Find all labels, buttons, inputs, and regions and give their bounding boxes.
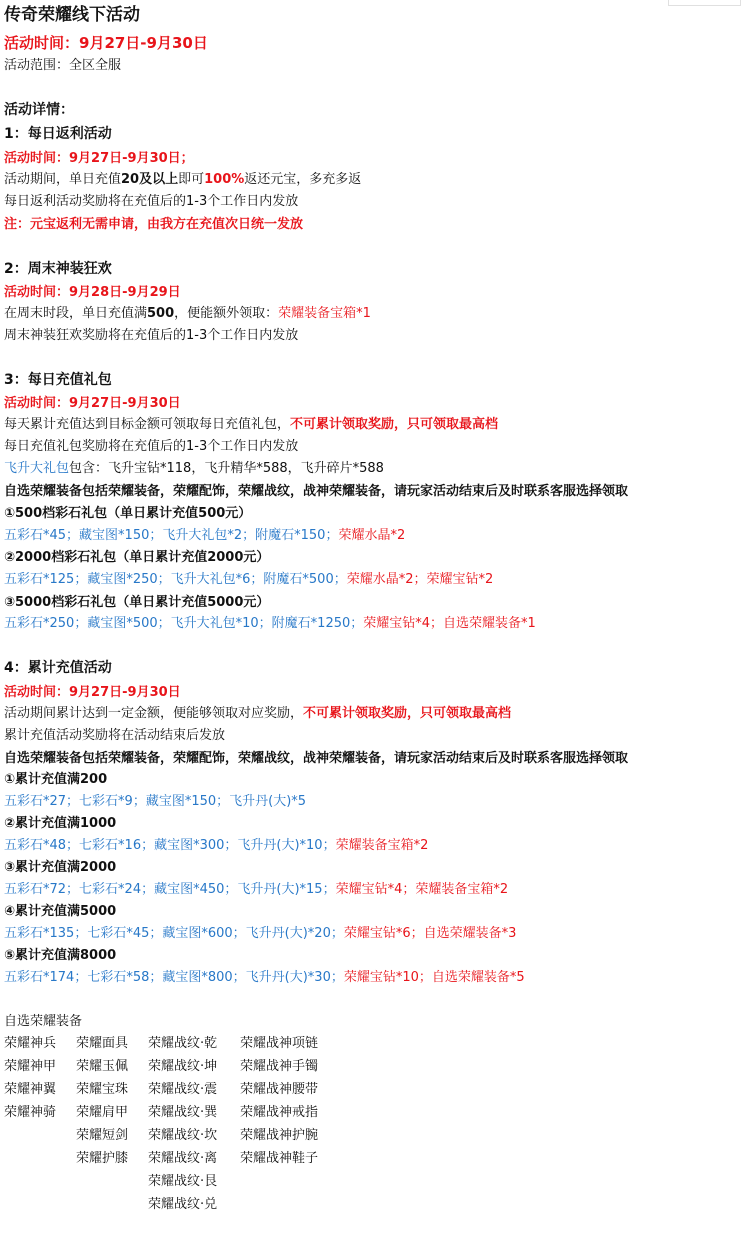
equipment-column-1 <box>4 1035 56 1127</box>
equipment-item: 荣耀神骑 <box>4 1105 57 1120</box>
equipment-item: 荣耀玉佩 <box>76 1059 129 1074</box>
section1-desc-e: 返还元宝，多充多返 <box>244 172 362 187</box>
section4-time: 活动时间：9月27日-9月30日 <box>4 685 181 700</box>
section3-tier3-label: ③5000档彩石礼包（单日累计充值5000元） <box>4 595 270 610</box>
details-heading: 活动详情： <box>4 102 74 118</box>
section4-tier4-rewards <box>4 925 516 943</box>
equipment-item: 荣耀护膝 <box>76 1151 129 1166</box>
section3-desc-b: 不可累计领取奖励，只可领取最高档 <box>290 417 499 432</box>
equipment-item: 荣耀战纹·兑 <box>148 1197 218 1212</box>
section4-tier3-rewards <box>4 881 508 899</box>
section3-heading: 3：每日充值礼包 <box>4 372 112 388</box>
equipment-item: 荣耀神兵 <box>4 1036 57 1051</box>
section1-desc-a: 活动期间，单日充值 <box>4 172 122 187</box>
section1-payout: 每日返利活动奖励将在充值后的1-3个工作日内发放 <box>4 194 299 209</box>
section4-tier5-rewards <box>4 969 525 987</box>
big-pack-contents: 包含：飞升宝钻*118，飞升精华*588，飞升碎片*588 <box>69 461 384 476</box>
section3-tier3-rewards <box>4 615 536 633</box>
tier-rewards-blue: 五彩石*135；七彩石*45；藏宝图*600；飞升丹(大)*20； <box>4 926 344 941</box>
page-title: 传奇荣耀线下活动 <box>4 5 140 25</box>
section4-tier2-rewards <box>4 837 428 855</box>
equipment-item: 荣耀短剑 <box>76 1128 129 1143</box>
section1-note: 注：元宝返利无需申请，由我方在充值次日统一发放 <box>4 217 304 232</box>
equipment-item: 荣耀战神手镯 <box>240 1059 319 1074</box>
section1-time: 活动时间：9月27日-9月30日； <box>4 151 194 166</box>
equipment-column-4 <box>240 1035 318 1173</box>
equipment-item: 荣耀战纹·巽 <box>148 1105 218 1120</box>
tier-rewards-red: 荣耀宝钻*10；自选荣耀装备*5 <box>343 970 525 985</box>
section4-tier4-label: ④累计充值满5000 <box>4 904 117 919</box>
section1-heading: 1：每日返利活动 <box>4 126 112 142</box>
equipment-item: 荣耀战神腰带 <box>240 1082 319 1097</box>
section2-desc <box>4 305 371 323</box>
equipment-item: 荣耀面具 <box>76 1036 129 1051</box>
section3-tier2-rewards <box>4 571 493 589</box>
section3-equip-note: 自选荣耀装备包括荣耀装备，荣耀配饰，荣耀战纹，战神荣耀装备，请玩家活动结束后及时联系客服选择领取 <box>4 484 629 499</box>
section4-tier2-label: ②累计充值满1000 <box>4 816 117 831</box>
section4-desc-a: 活动期间累计达到一定金额，便能够领取对应奖励， <box>4 706 304 721</box>
equipment-item: 荣耀战纹·震 <box>148 1082 218 1097</box>
section4-tier3-label: ③累计充值满2000 <box>4 860 117 875</box>
section2-desc-d: 荣耀装备宝箱*1 <box>278 306 371 321</box>
section4-heading: 4：累计充值活动 <box>4 660 112 676</box>
big-pack-name: 飞升大礼包 <box>4 461 70 476</box>
equipment-item: 荣耀战纹·离 <box>148 1151 218 1166</box>
equipment-item: 荣耀战神项链 <box>240 1036 319 1051</box>
section3-tier1-label: ①500档彩石礼包（单日累计充值500元） <box>4 506 252 521</box>
event-scope: 活动范围：全区全服 <box>4 58 122 73</box>
tier-rewards-red: 荣耀水晶*2 <box>338 528 406 543</box>
equipment-item: 荣耀战神鞋子 <box>240 1151 319 1166</box>
section3-big-pack <box>4 460 384 478</box>
equipment-item: 荣耀战纹·坤 <box>148 1059 218 1074</box>
section3-payout: 每日充值礼包奖励将在充值后的1-3个工作日内发放 <box>4 439 299 454</box>
equipment-heading: 自选荣耀装备 <box>4 1014 83 1029</box>
equipment-list <box>4 1013 344 1212</box>
section2-time: 活动时间：9月28日-9月29日 <box>4 285 181 300</box>
section4-desc-b: 不可累计领取奖励，只可领取最高档 <box>303 706 512 721</box>
tier-rewards-red: 荣耀宝钻*4；自选荣耀装备*1 <box>363 616 536 631</box>
section3-tier2-label: ②2000档彩石礼包（单日累计充值2000元） <box>4 550 270 565</box>
tier-rewards-red: 荣耀宝钻*6；自选荣耀装备*3 <box>343 926 517 941</box>
top-right-frame <box>668 0 741 6</box>
section4-tier5-label: ⑤累计充值满8000 <box>4 948 117 963</box>
section2-desc-c: ，便能额外领取： <box>174 306 279 321</box>
tier-rewards-red: 荣耀宝钻*4；荣耀装备宝箱*2 <box>335 882 509 897</box>
section3-desc-a: 每天累计充值达到目标金额可领取每日充值礼包， <box>4 417 291 432</box>
tier-rewards-red: 荣耀装备宝箱*2 <box>335 838 429 853</box>
tier-rewards-blue: 五彩石*48；七彩石*16；藏宝图*300；飞升丹(大)*10； <box>4 838 336 853</box>
section3-desc <box>4 416 498 434</box>
tier-rewards-blue: 五彩石*250；藏宝图*500；飞升大礼包*10；附魔石*1250； <box>4 616 364 631</box>
section1-desc-b: 20及以上 <box>121 172 179 187</box>
section3-time: 活动时间：9月27日-9月30日 <box>4 396 181 411</box>
section3-tier1-rewards <box>4 527 405 545</box>
section1-desc <box>4 171 361 189</box>
section1-desc-c: 即可 <box>178 172 205 187</box>
tier-rewards-blue: 五彩石*45；藏宝图*150；飞升大礼包*2；附魔石*150； <box>4 528 339 543</box>
section2-heading: 2：周末神装狂欢 <box>4 261 112 277</box>
tier-rewards-blue: 五彩石*27；七彩石*9；藏宝图*150；飞升丹(大)*5 <box>4 794 307 809</box>
section4-payout: 累计充值活动奖励将在活动结束后发放 <box>4 728 226 743</box>
equipment-column-2 <box>76 1035 128 1173</box>
event-time: 活动时间：9月27日-9月30日 <box>4 34 208 52</box>
equipment-item: 荣耀战神戒指 <box>240 1105 319 1120</box>
tier-rewards-blue: 五彩石*72；七彩石*24；藏宝图*450；飞升丹(大)*15； <box>4 882 336 897</box>
section4-tier1-label: ①累计充值满200 <box>4 772 108 787</box>
equipment-item: 荣耀战纹·艮 <box>148 1174 218 1189</box>
section1-desc-d: 100% <box>204 172 245 187</box>
section4-tier1-rewards <box>4 793 306 811</box>
tier-rewards-red: 荣耀水晶*2；荣耀宝钻*2 <box>346 572 494 587</box>
section2-payout: 周末神装狂欢奖励将在充值后的1-3个工作日内发放 <box>4 328 299 343</box>
equipment-item: 荣耀战纹·坎 <box>148 1128 218 1143</box>
equipment-item: 荣耀肩甲 <box>76 1105 129 1120</box>
section2-desc-b: 500 <box>147 306 175 321</box>
equipment-item: 荣耀神甲 <box>4 1059 57 1074</box>
section2-desc-a: 在周末时段，单日充值满 <box>4 306 148 321</box>
section4-equip-note: 自选荣耀装备包括荣耀装备，荣耀配饰，荣耀战纹，战神荣耀装备，请玩家活动结束后及时联系客服选择领取 <box>4 751 629 766</box>
equipment-item: 荣耀战纹·乾 <box>148 1036 218 1051</box>
tier-rewards-blue: 五彩石*125；藏宝图*250；飞升大礼包*6；附魔石*500； <box>4 572 347 587</box>
equipment-column-3 <box>148 1035 217 1219</box>
equipment-item: 荣耀战神护腕 <box>240 1128 319 1143</box>
section4-desc <box>4 705 511 723</box>
equipment-item: 荣耀神翼 <box>4 1082 57 1097</box>
equipment-item: 荣耀宝珠 <box>76 1082 129 1097</box>
tier-rewards-blue: 五彩石*174；七彩石*58；藏宝图*800；飞升丹(大)*30； <box>4 970 344 985</box>
